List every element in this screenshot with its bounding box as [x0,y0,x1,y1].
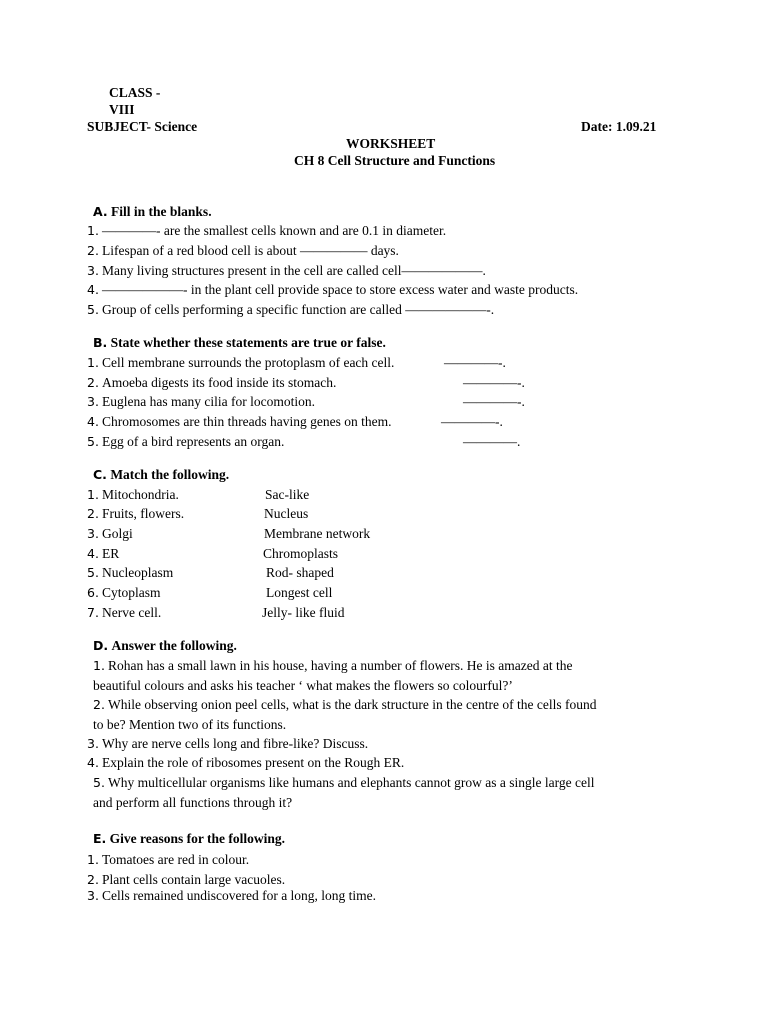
match-left-item: 5. Nucleoplasm [87,565,174,580]
list-item: 3. Euglena has many cilia for locomotion. [87,394,315,409]
match-right-item: Nucleus [264,506,309,521]
match-right-item: Sac-like [265,487,310,502]
section-e-heading: E. Give reasons for the following. [93,831,286,846]
match-left-item: 3. Golgi [87,526,133,541]
section-a-heading: A. Fill in the blanks. [93,204,212,219]
list-item: 5. Group of cells performing a specific function are called ――――――-. [87,302,495,317]
answer-blank: ――――. [463,434,521,449]
match-left-item: 7. Nerve cell. [87,605,162,620]
match-right-item: Jelly- like fluid [262,605,345,620]
match-left-item: 4. ER [87,546,120,561]
list-item: 2. Amoeba digests its food inside its stomach. [87,375,337,390]
section-d-heading: D. Answer the following. [93,638,237,653]
match-left-item: 2. Fruits, flowers. [87,506,185,521]
list-item: 1. Cell membrane surrounds the protoplasm of each cell. [87,355,395,370]
match-right-item: Longest cell [266,585,333,600]
worksheet-title: WORKSHEET [346,136,436,151]
question-item-continued: and perform all functions through it? [93,795,293,810]
answer-blank: ――――-. [463,375,525,390]
question-item-continued: beautiful colours and asks his teacher ‘ what makes the flowers so colourful?’ [93,678,513,693]
question-item-continued: to be? Mention two of its functions. [93,717,287,732]
question-item: 2. While observing onion peel cells, what is the dark structure in the centre of the cells found [93,697,597,712]
question-item: 1. Rohan has a small lawn in his house, having a number of flowers. He is amazed at the [93,658,573,673]
answer-blank: ――――-. [444,355,506,370]
answer-blank: ――――-. [441,414,503,429]
list-item: 4. ――――――- in the plant cell provide space to store excess water and waste products. [87,282,579,297]
match-right-item: Chromoplasts [263,546,339,561]
question-item: 5. Why multicellular organisms like humans and elephants cannot grow as a single large cell [93,775,595,790]
match-left-item: 6. Cytoplasm [87,585,161,600]
list-item: 1. Tomatoes are red in colour. [87,852,250,867]
list-item: 2. Plant cells contain large vacuoles. [87,872,286,887]
list-item: 3. Many living structures present in the cell are called cell――――――. [87,263,486,278]
answer-blank: ――――-. [463,394,525,409]
question-item: 3. Why are nerve cells long and fibre-like? Discuss. [87,736,369,751]
match-left-item: 1. Mitochondria. [87,487,179,502]
date-label: Date: 1.09.21 [581,119,657,134]
section-c-heading: C. Match the following. [93,467,230,482]
match-right-item: Membrane network [264,526,371,541]
question-item: 4. Explain the role of ribosomes present on the Rough ER. [87,755,405,770]
class-value: VIII [109,102,135,117]
list-item: 1. ――――- are the smallest cells known and are 0.1 in diameter. [87,223,447,238]
list-item: 3. Cells remained undiscovered for a long, long time. [87,888,377,903]
list-item: 5. Egg of a bird represents an organ. [87,434,285,449]
section-b-heading: B. State whether these statements are true or false. [93,335,386,350]
chapter-title: CH 8 Cell Structure and Functions [294,153,496,168]
subject-label: SUBJECT- Science [87,119,198,134]
match-right-item: Rod- shaped [266,565,334,580]
list-item: 2. Lifespan of a red blood cell is about ――――― days. [87,243,399,258]
list-item: 4. Chromosomes are thin threads having genes on them. [87,414,392,429]
class-label: CLASS - [109,85,161,100]
